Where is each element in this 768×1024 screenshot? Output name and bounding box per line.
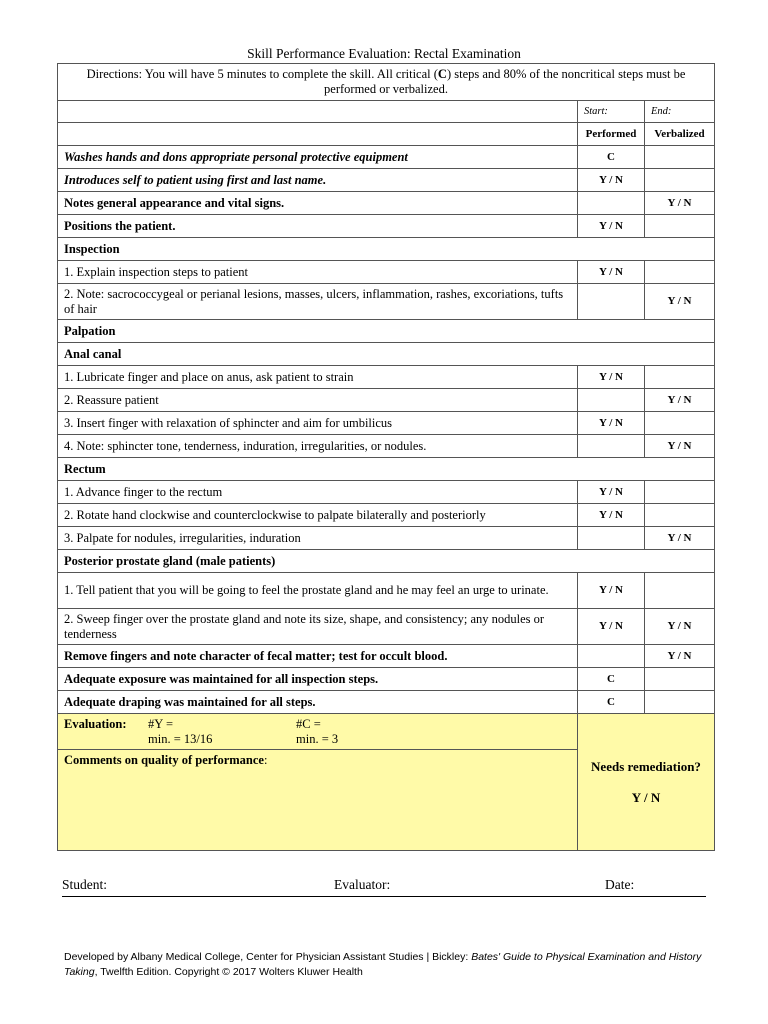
step-row [58,691,715,714]
remediation-label: Needs remediation? [591,759,701,774]
section-header-row [58,550,715,573]
page-title: Skill Performance Evaluation: Rectal Examination [247,46,521,61]
section-header-row [58,238,715,261]
step-text: Introduces self to patient using first and last name. [58,169,578,192]
verbalized-cell [645,261,715,284]
verbalized-cell [645,504,715,527]
section-title: Rectum [58,458,715,481]
section-title: Anal canal [58,343,715,366]
step-row [58,573,715,609]
y-count-label: #Y = [148,716,173,731]
directions-text: Directions: You will have 5 minutes to complete the skill. All critical (C) steps and 80% of the noncritical steps must be performed or verbalized. [58,64,715,101]
comments-label: Comments on quality of performance [64,753,264,767]
performed-cell: Y / N [578,261,645,284]
performed-header: Performed [578,123,645,146]
performed-cell: Y / N [578,412,645,435]
verbalized-cell: Y / N [645,389,715,412]
step-text: Adequate exposure was maintained for all inspection steps. [58,668,578,691]
verbalized-cell: Y / N [645,284,715,320]
section-title: Posterior prostate gland (male patients) [58,550,715,573]
step-text: 2. Sweep finger over the prostate gland and note its size, shape, and consistency; any nodules or tenderness [58,609,578,645]
verbalized-cell [645,573,715,609]
verbalized-cell [645,481,715,504]
step-row [58,215,715,238]
evaluation-summary [64,717,571,747]
performed-cell: Y / N [578,215,645,238]
step-text: 3. Palpate for nodules, irregularities, induration [58,527,578,550]
signature-line [62,877,706,897]
time-header-row [58,101,715,123]
step-row [58,645,715,668]
verbalized-cell: Y / N [645,192,715,215]
step-text: Adequate draping was maintained for all steps. [58,691,578,714]
evaluation-label: Evaluation: [64,716,127,731]
column-header-row [58,123,715,146]
performed-cell [578,192,645,215]
performed-cell [578,389,645,412]
verbalized-cell: Y / N [645,435,715,458]
comments-cell: Comments on quality of performance: [58,750,578,851]
evaluation-row [58,714,715,750]
step-row [58,609,715,645]
step-text: 1. Advance finger to the rectum [58,481,578,504]
evaluator-label: Evaluator: [334,877,391,892]
step-row [58,169,715,192]
step-text: 2. Note: sacrococcygeal or perianal lesions, masses, ulcers, inflammation, rashes, excoriations, tufts of hair [58,284,578,320]
verbalized-cell: Y / N [645,527,715,550]
performed-cell: C [578,146,645,169]
step-row [58,146,715,169]
step-row [58,261,715,284]
performed-cell: Y / N [578,481,645,504]
step-row [58,284,715,320]
evaluation-form-table [57,63,715,851]
date-label: Date: [605,877,635,892]
directions-row [58,64,715,101]
end-label: End: [645,101,715,123]
verbalized-cell [645,691,715,714]
performed-cell: Y / N [578,504,645,527]
performed-cell: Y / N [578,573,645,609]
performed-cell [578,435,645,458]
performed-cell [578,284,645,320]
section-title: Palpation [58,320,715,343]
section-header-row [58,458,715,481]
performed-cell: C [578,668,645,691]
step-text: 1. Lubricate finger and place on anus, ask patient to strain [58,366,578,389]
step-row [58,504,715,527]
y-minimum: min. = 13/16 [148,731,213,746]
performed-cell: Y / N [578,609,645,645]
step-text: Washes hands and dons appropriate personal protective equipment [58,146,578,169]
verbalized-cell: Y / N [645,609,715,645]
step-text: Notes general appearance and vital signs. [58,192,578,215]
section-title: Inspection [58,238,715,261]
step-row [58,435,715,458]
step-text: 3. Insert finger with relaxation of sphincter and aim for umbilicus [58,412,578,435]
performed-cell: C [578,691,645,714]
remediation-cell [578,714,715,851]
book-title: Bates' Guide to Physical Examination and History Taking [64,951,702,978]
verbalized-cell [645,146,715,169]
performed-cell [578,645,645,668]
step-text: Remove fingers and note character of fecal matter; test for occult blood. [58,645,578,668]
step-row [58,668,715,691]
step-row [58,366,715,389]
verbalized-cell [645,366,715,389]
verbalized-cell [645,215,715,238]
performed-cell: Y / N [578,169,645,192]
footer-credits: Developed by Albany Medical College, Center for Physician Assistant Studies | Bickley: Bates' Guide to Physical Examination and History Taking, Twelfth Edition. Copyright © 2017 Wolters Kluwer Health [64,951,702,978]
section-header-row [58,320,715,343]
c-minimum: min. = 3 [296,731,339,746]
step-text: 1. Tell patient that you will be going to feel the prostate gland and he may feel an urge to urinate. [58,573,578,609]
start-label: Start: [578,101,645,123]
step-row [58,192,715,215]
step-text: 2. Reassure patient [58,389,578,412]
step-row [58,527,715,550]
c-count-label: #C = [296,716,321,731]
remediation-value: Y / N [631,790,661,805]
step-text: 4. Note: sphincter tone, tenderness, induration, irregularities, or nodules. [58,435,578,458]
verbalized-header: Verbalized [645,123,715,146]
verbalized-cell [645,668,715,691]
verbalized-cell [645,169,715,192]
step-row [58,412,715,435]
section-header-row [58,343,715,366]
performed-cell [578,527,645,550]
student-label: Student: [62,877,108,892]
performed-cell: Y / N [578,366,645,389]
step-text: Positions the patient. [58,215,578,238]
verbalized-cell [645,412,715,435]
step-text: 1. Explain inspection steps to patient [58,261,578,284]
step-text: 2. Rotate hand clockwise and counterclockwise to palpate bilaterally and posteriorly [58,504,578,527]
step-row [58,389,715,412]
step-row [58,481,715,504]
verbalized-cell: Y / N [645,645,715,668]
